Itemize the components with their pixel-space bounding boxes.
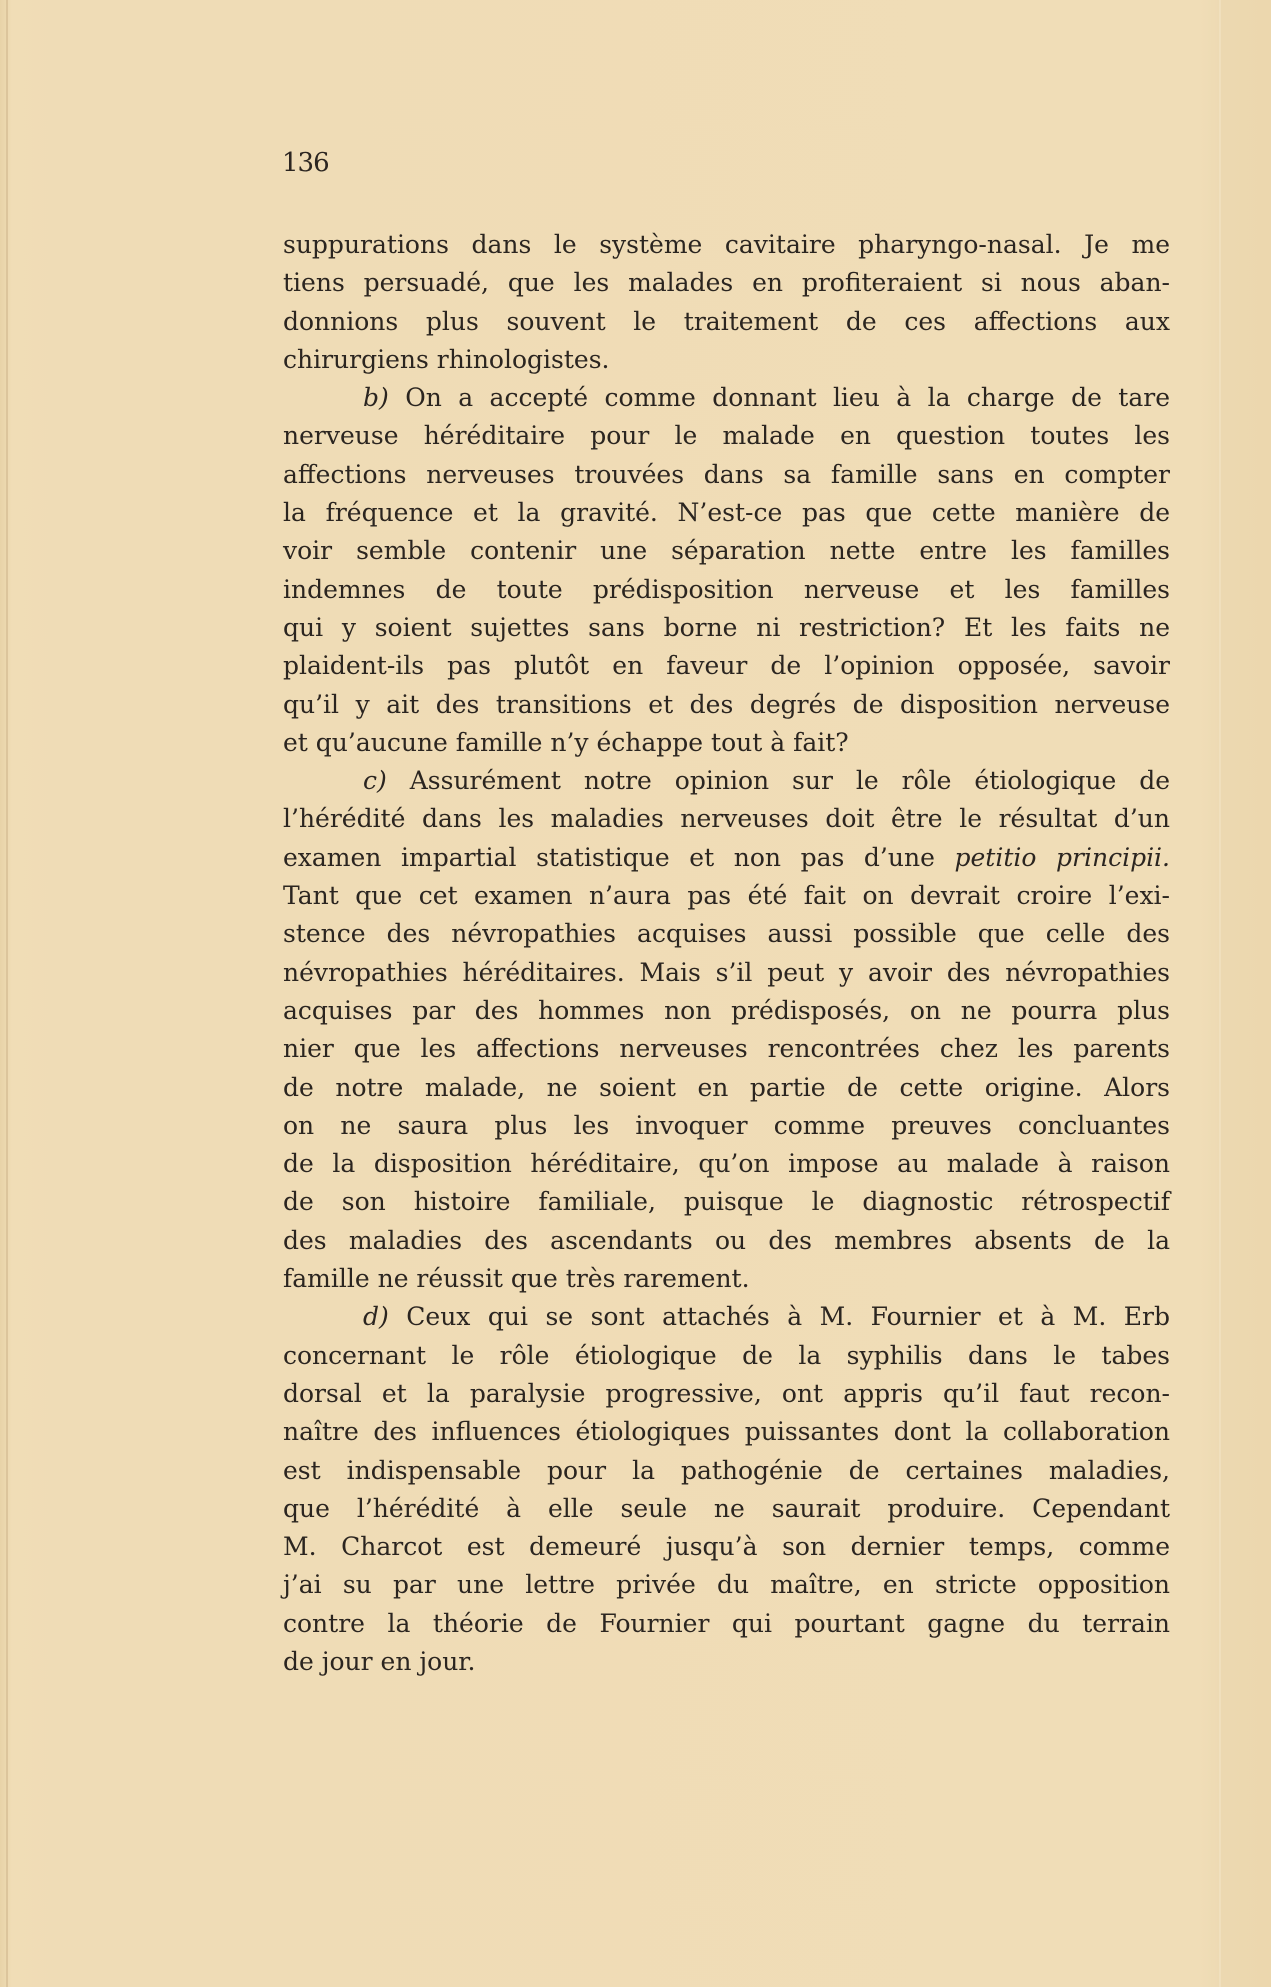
text-line: névropathies héréditaires. Mais s’il peut y avoir des névropathies bbox=[283, 957, 1170, 987]
list-marker-b: b) bbox=[363, 383, 389, 413]
text-line: Ceux qui se sont attachés à M. Fournier et à M. Erb bbox=[406, 1302, 1170, 1332]
text-line: plaident-ils pas plutôt en faveur de l’opinion opposée, savoir bbox=[283, 651, 1170, 681]
text-line: Tant que cet examen n’aura pas été fait on devrait croire l’exi- bbox=[283, 881, 1170, 911]
text-line: nier que les affections nerveuses rencontrées chez les parents bbox=[283, 1034, 1170, 1064]
text-line: qui y soient sujettes sans borne ni restriction? Et les faits ne bbox=[283, 612, 1170, 642]
text-line: M. Charcot est demeuré jusqu’à son dernier temps, comme bbox=[283, 1532, 1170, 1562]
paragraph-continuation bbox=[283, 226, 1170, 379]
text-line: concernant le rôle étiologique de la syphilis dans le tabes bbox=[283, 1340, 1170, 1370]
text-line: examen impartial statistique et non pas d’une bbox=[283, 842, 935, 872]
paragraph-d bbox=[283, 1298, 1170, 1681]
paragraph-b bbox=[283, 379, 1170, 762]
text-line: est indispensable pour la pathogénie de certaines maladies, bbox=[283, 1455, 1170, 1485]
text-line: dorsal et la paralysie progressive, ont appris qu’il faut recon- bbox=[283, 1378, 1170, 1408]
text-line: de notre malade, ne soient en partie de cette origine. Alors bbox=[283, 1072, 1170, 1102]
text-line-with-marker bbox=[283, 379, 1170, 417]
text-line: indemnes de toute prédisposition nerveuse et les familles bbox=[283, 574, 1170, 604]
text-line: famille ne réussit que très rarement. bbox=[283, 1264, 750, 1294]
text-line: de la disposition héréditaire, qu’on impose au malade à raison bbox=[283, 1149, 1170, 1179]
text-line: nerveuse héréditaire pour le malade en question toutes les bbox=[283, 421, 1170, 451]
text-line: affections nerveuses trouvées dans sa famille sans en compter bbox=[283, 459, 1170, 489]
text-line-with-marker bbox=[283, 1298, 1170, 1336]
text-line: chirurgiens rhinologistes. bbox=[283, 344, 610, 374]
list-marker-c: c) bbox=[363, 766, 387, 796]
text-line-with-italic bbox=[283, 839, 1170, 877]
text-line: contre la théorie de Fournier qui pourtant gagne du terrain bbox=[283, 1608, 1170, 1638]
text-line: de jour en jour. bbox=[283, 1646, 476, 1676]
paragraph-c bbox=[283, 762, 1170, 1298]
text-line: on ne saura plus les invoquer comme preuves concluantes bbox=[283, 1110, 1170, 1140]
text-line: tiens persuadé, que les malades en profiteraient si nous aban- bbox=[283, 268, 1170, 298]
text-line: stence des névropathies acquises aussi possible que celle des bbox=[283, 919, 1170, 949]
text-line: On a accepté comme donnant lieu à la charge de tare bbox=[405, 383, 1171, 413]
page-binding-edge bbox=[6, 0, 8, 1987]
page-number: 136 bbox=[282, 148, 329, 178]
text-line: et qu’aucune famille n’y échappe tout à fait? bbox=[283, 727, 849, 757]
text-line: donnions plus souvent le traitement de ces affections aux bbox=[283, 306, 1170, 336]
text-line: voir semble contenir une séparation nette entre les familles bbox=[283, 536, 1170, 566]
text-line: l’hérédité dans les maladies nerveuses doit être le résultat d’un bbox=[283, 804, 1170, 834]
text-line: naître des influences étiologiques puissantes dont la collaboration bbox=[283, 1417, 1170, 1447]
text-line: qu’il y ait des transitions et des degrés de disposition nerveuse bbox=[283, 689, 1170, 719]
latin-phrase: petitio principii. bbox=[954, 842, 1171, 872]
body-text bbox=[283, 226, 1170, 1681]
text-line: de son histoire familiale, puisque le diagnostic rétrospectif bbox=[283, 1187, 1170, 1217]
text-line: acquises par des hommes non prédisposés, on ne pourra plus bbox=[283, 995, 1170, 1025]
text-line-with-marker bbox=[283, 762, 1170, 800]
text-line: Assurément notre opinion sur le rôle étiologique de bbox=[409, 766, 1170, 796]
list-marker-d: d) bbox=[363, 1302, 389, 1332]
text-line: des maladies des ascendants ou des membres absents de la bbox=[283, 1225, 1170, 1255]
text-line: la fréquence et la gravité. N’est-ce pas que cette manière de bbox=[283, 498, 1170, 528]
text-line: que l’hérédité à elle seule ne saurait produire. Cependant bbox=[283, 1493, 1170, 1523]
text-line: j’ai su par une lettre privée du maître, en stricte opposition bbox=[283, 1570, 1170, 1600]
text-line: suppurations dans le système cavitaire pharyngo-nasal. Je me bbox=[283, 230, 1170, 259]
